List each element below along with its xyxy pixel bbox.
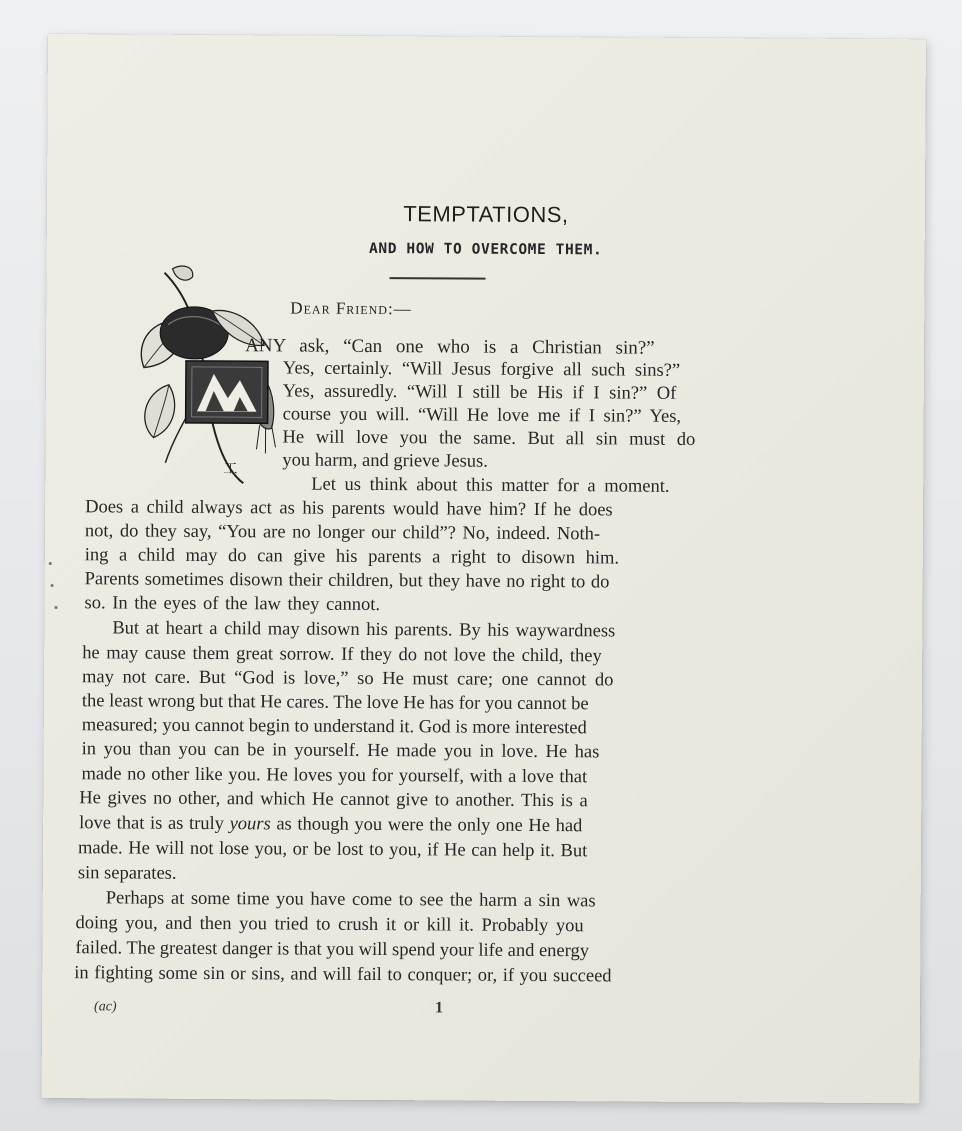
svg-text:工: 工	[223, 461, 238, 478]
text-line: He will love you the same. But all sin must do	[282, 427, 696, 450]
floral-drop-cap-icon	[93, 262, 284, 491]
text-line: But at heart a child may disown his parents. By his waywardness	[112, 618, 616, 642]
text-line: sin separates.	[77, 863, 177, 884]
footer-signature: (ac)	[94, 999, 117, 1015]
text-line: so. In the eyes of the law they cannot.	[84, 593, 381, 616]
text-line: Does a child always act as his parents would have him? If he does	[85, 497, 613, 521]
text-line: Let us think about this matter for a moment.	[311, 474, 670, 497]
emphasis-yours: yours	[229, 814, 271, 835]
text-line: Yes, assuredly. “Will I still be His if I sin?” Of	[282, 381, 677, 404]
text-line: doing you, and then you tried to crush it or kill it. Probably you	[75, 913, 584, 937]
text-line: may not care. But “God is love,” so He must care; one cannot do	[82, 667, 614, 691]
text-line: you harm, and grieve Jesus.	[282, 450, 488, 472]
text-fragment: as though you were the only one He had	[270, 814, 583, 837]
document-page	[42, 34, 926, 1103]
text-line: ANY ask, “Can one who is a Christian sin?”	[245, 335, 655, 359]
text-line: in you than you can be in yourself. He made you in love. He has	[81, 739, 600, 763]
salutation: Dear Friend:—	[290, 298, 412, 319]
text-line: course you will. “Will He love me if I sin?” Yes,	[282, 404, 682, 427]
page-subtitle: AND HOW TO OVERCOME THEM.	[369, 240, 603, 259]
text-line: made no other like you. He loves you for yourself, with a love that	[81, 764, 588, 788]
title-divider	[390, 277, 486, 280]
text-line: he may cause them great sorrow. If they do not love the child, they	[82, 643, 602, 667]
text-line: Perhaps at some time you have come to see the harm a sin was	[105, 888, 596, 912]
text-line: Yes, certainly. “Will Jesus forgive all such sins?”	[282, 358, 681, 381]
text-line: He gives no other, and which He cannot give to another. This is a	[79, 788, 588, 812]
text-line	[79, 814, 582, 836]
text-line: ing a child may do can give his parents a right to disown him.	[84, 545, 620, 569]
text-line: in fighting some sin or sins, and will fail to conquer; or, if you succeed	[74, 963, 612, 987]
text-fragment: love that is as truly	[79, 813, 230, 835]
text-line: measured; you cannot begin to understand it. God is more interested	[81, 715, 587, 739]
text-line: the least wrong but that He cares. The love He has for you cannot be	[81, 691, 589, 715]
page-number: 1	[435, 999, 444, 1017]
text-line: failed. The greatest danger is that you will spend your life and energy	[75, 938, 590, 962]
text-line: made. He will not lose you, or be lost to you, if He can help it. But	[77, 838, 588, 862]
text-line: not, do they say, “You are no longer our child”? No, indeed. Noth-	[84, 521, 601, 545]
page-title: TEMPTATIONS,	[403, 201, 569, 228]
text-line: Parents sometimes disown their children, but they have no right to do	[84, 569, 610, 593]
